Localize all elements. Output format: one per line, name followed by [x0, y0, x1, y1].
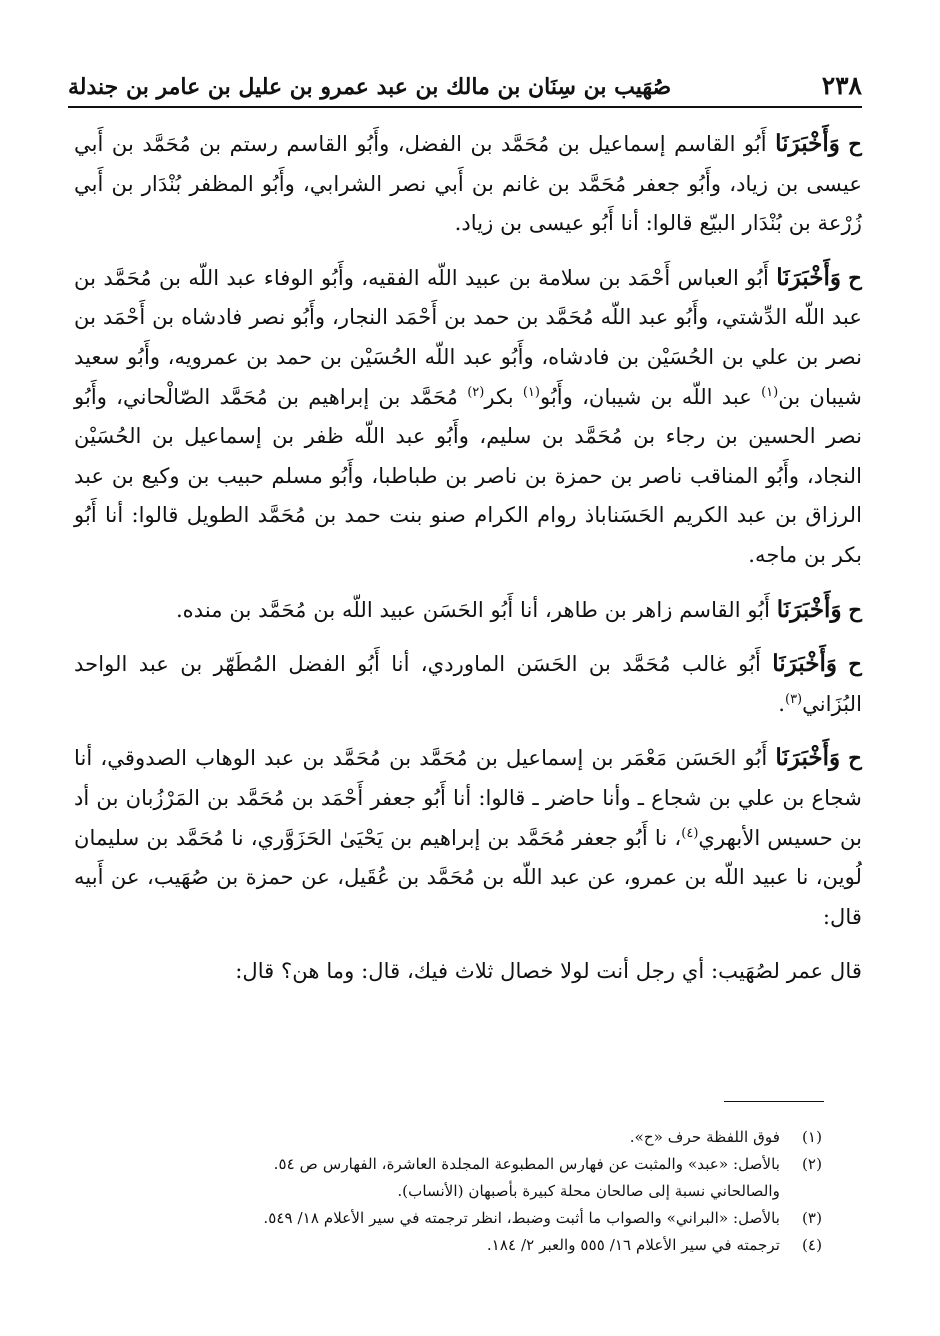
paragraph-text: قال عمر لصُهَيب: أي رجل أنت لولا خصال ثلاث فيك، قال: وما هن؟ قال: [235, 958, 862, 984]
paragraph [74, 644, 862, 723]
footnote-separator [724, 1101, 824, 1102]
footnote-ref: (٣) [784, 691, 803, 707]
page-number: ٢٣٨ [821, 71, 862, 100]
footnote-number: (٣) [801, 1209, 822, 1227]
akhbarana-word: وَأَخْبَرَنَا [775, 744, 841, 772]
paragraph [74, 590, 862, 630]
ha-marker: ح [848, 651, 862, 677]
ha-marker: ح [848, 745, 862, 771]
footnote [160, 1232, 822, 1259]
paragraph [74, 124, 862, 243]
paragraph-text: أَبُو غالب مُحَمَّد بن الحَسَن الماوردي، أنا أَبُو الفضل المُطَهّر بن عبد الواحد البُزَاني [74, 651, 862, 716]
paragraph-text: أَبُو القاسم إسماعيل بن مُحَمَّد بن الفضل، وأَبُو القاسم رستم بن مُحَمَّد بن أَبي عيسى بن زياد، وأَبُو جعفر مُحَمَّد بن غانم بن أَبي نصر الشرابي، وأَبُو المظفر بُنْدَار بن أَبي زُرْعة بن بُنْدَار البيّع قالوا: أنا أَبُو عيسى بن زياد. [74, 131, 862, 236]
ha-marker: ح [848, 264, 862, 290]
footnote-number: (٢) [801, 1155, 822, 1173]
running-title: صُهَيب بن سِنَان بن مالك بن عبد عمرو بن عليل بن عامر بن جندلة [68, 74, 672, 100]
paragraph-text: أَبُو القاسم زاهر بن طاهر، أنا أَبُو الحَسَن عبيد اللّه بن مُحَمَّد بن منده. [175, 596, 771, 622]
paragraph-text: أَبُو العباس أَحْمَد بن سلامة بن عبيد اللّه الفقيه، وأَبُو الوفاء عبد اللّه بن مُحَمَّد بن عبد اللّه الدِّشتي، وأَبُو عبد اللّه مُحَمَّد بن حمد بن أَحْمَد النجار، وأَبُو نصر فادشاه بن أَحْمَد بن نصر بن علي بن الحُسَيْن بن فادشاه، وأَبُو عبد اللّه الحُسَيْن بن حمد بن عمرويه، وأَبُو سعيد شيبان بن [74, 264, 862, 409]
footnote-line: بالأصل: «عبد» والمثبت عن فهارس المطبوعة المجلدة العاشرة، الفهارس ص ٥٤. [273, 1155, 780, 1173]
ha-marker: ح [848, 596, 862, 622]
footnote [160, 1151, 822, 1205]
main-text [74, 124, 862, 1006]
akhbarana-word: وَأَخْبَرَنَا [776, 263, 841, 291]
ha-marker: ح [848, 131, 862, 156]
paragraph-text: بكر [484, 383, 523, 409]
footnote-text: ترجمته في سير الأعلام ١٦/ ٥٥٥ والعبر ٢/ ١٨٤. [486, 1236, 780, 1254]
paragraph [74, 738, 862, 936]
paragraph [74, 951, 862, 991]
footnote-ref: (٢) [467, 384, 485, 400]
page-header [68, 58, 862, 108]
footnote-line: والصالحاني نسبة إلى صالحان محلة كبيرة بأصبهان (الأنساب). [397, 1182, 780, 1200]
footnote-ref: (١) [761, 384, 779, 400]
footnote-ref: (١) [522, 384, 540, 400]
footnote-ref: (٤) [681, 825, 699, 841]
paragraph-text: عبد اللّه بن شيبان، وأَبُو [539, 383, 762, 409]
paragraph-text: مُحَمَّد بن إبراهيم بن مُحَمَّد الصّالْحاني، وأَبُو نصر الحسين بن رجاء بن مُحَمَّد بن سليم، وأَبُو عبد اللّه ظفر بن إسماعيل بن الحُسَيْن النجاد، وأَبُو المناقب ناصر بن حمزة بن ناصر بن طباطبا، وأَبُو مسلم حبيب بن وكيع بن عبد الرزاق بن عبد الكريم الحَسَناباذ روام الكرام صنو بنت حمد بن مُحَمَّد الطويل قالوا: أنا أَبُو بكر بن ماجه. [74, 383, 862, 567]
footnotes [160, 1124, 822, 1259]
footnote-text: فوق اللفظة حرف «ح». [629, 1128, 780, 1146]
footnote-text: بالأصل: «البراني» والصواب ما أثبت وضبط، انظر ترجمته في سير الأعلام ١٨/ ٥٤٩. [263, 1209, 780, 1227]
akhbarana-word: وَأَخْبَرَنَا [776, 595, 842, 623]
footnote-number: (١) [801, 1128, 822, 1146]
akhbarana-word: وَأَخْبَرَنَا [775, 130, 840, 157]
footnote [160, 1124, 822, 1151]
footnote-text [160, 1151, 780, 1205]
akhbarana-word: وَأَخْبَرَنَا [772, 650, 837, 678]
paragraph-text: . [778, 690, 785, 716]
paragraph-text: ، نا أَبُو جعفر مُحَمَّد بن إبراهيم بن يَحْيَىٰ الحَزَوَّري، نا مُحَمَّد بن سليمان لُوين، نا عبيد اللّه بن عمرو، عن عبد اللّه بن مُحَمَّد بن عُقَيل، عن حمزة بن صُهَيب، عن أَبيه قال: [74, 824, 862, 929]
footnote-number: (٤) [801, 1236, 822, 1254]
paragraph-text: أَبُو الحَسَن مَعْمَر بن إسماعيل بن مُحَمَّد بن مُحَمَّد بن عبد الوهاب الصدوقي، أنا شجاع بن علي بن شجاع ـ وأنا حاضر ـ قالوا: أنا أَبُو جعفر أَحْمَد بن مُحَمَّد بن المَرْزُبان بن أد بن حسيس الأبهري [74, 745, 862, 850]
paragraph [74, 258, 862, 575]
footnote [160, 1205, 822, 1232]
